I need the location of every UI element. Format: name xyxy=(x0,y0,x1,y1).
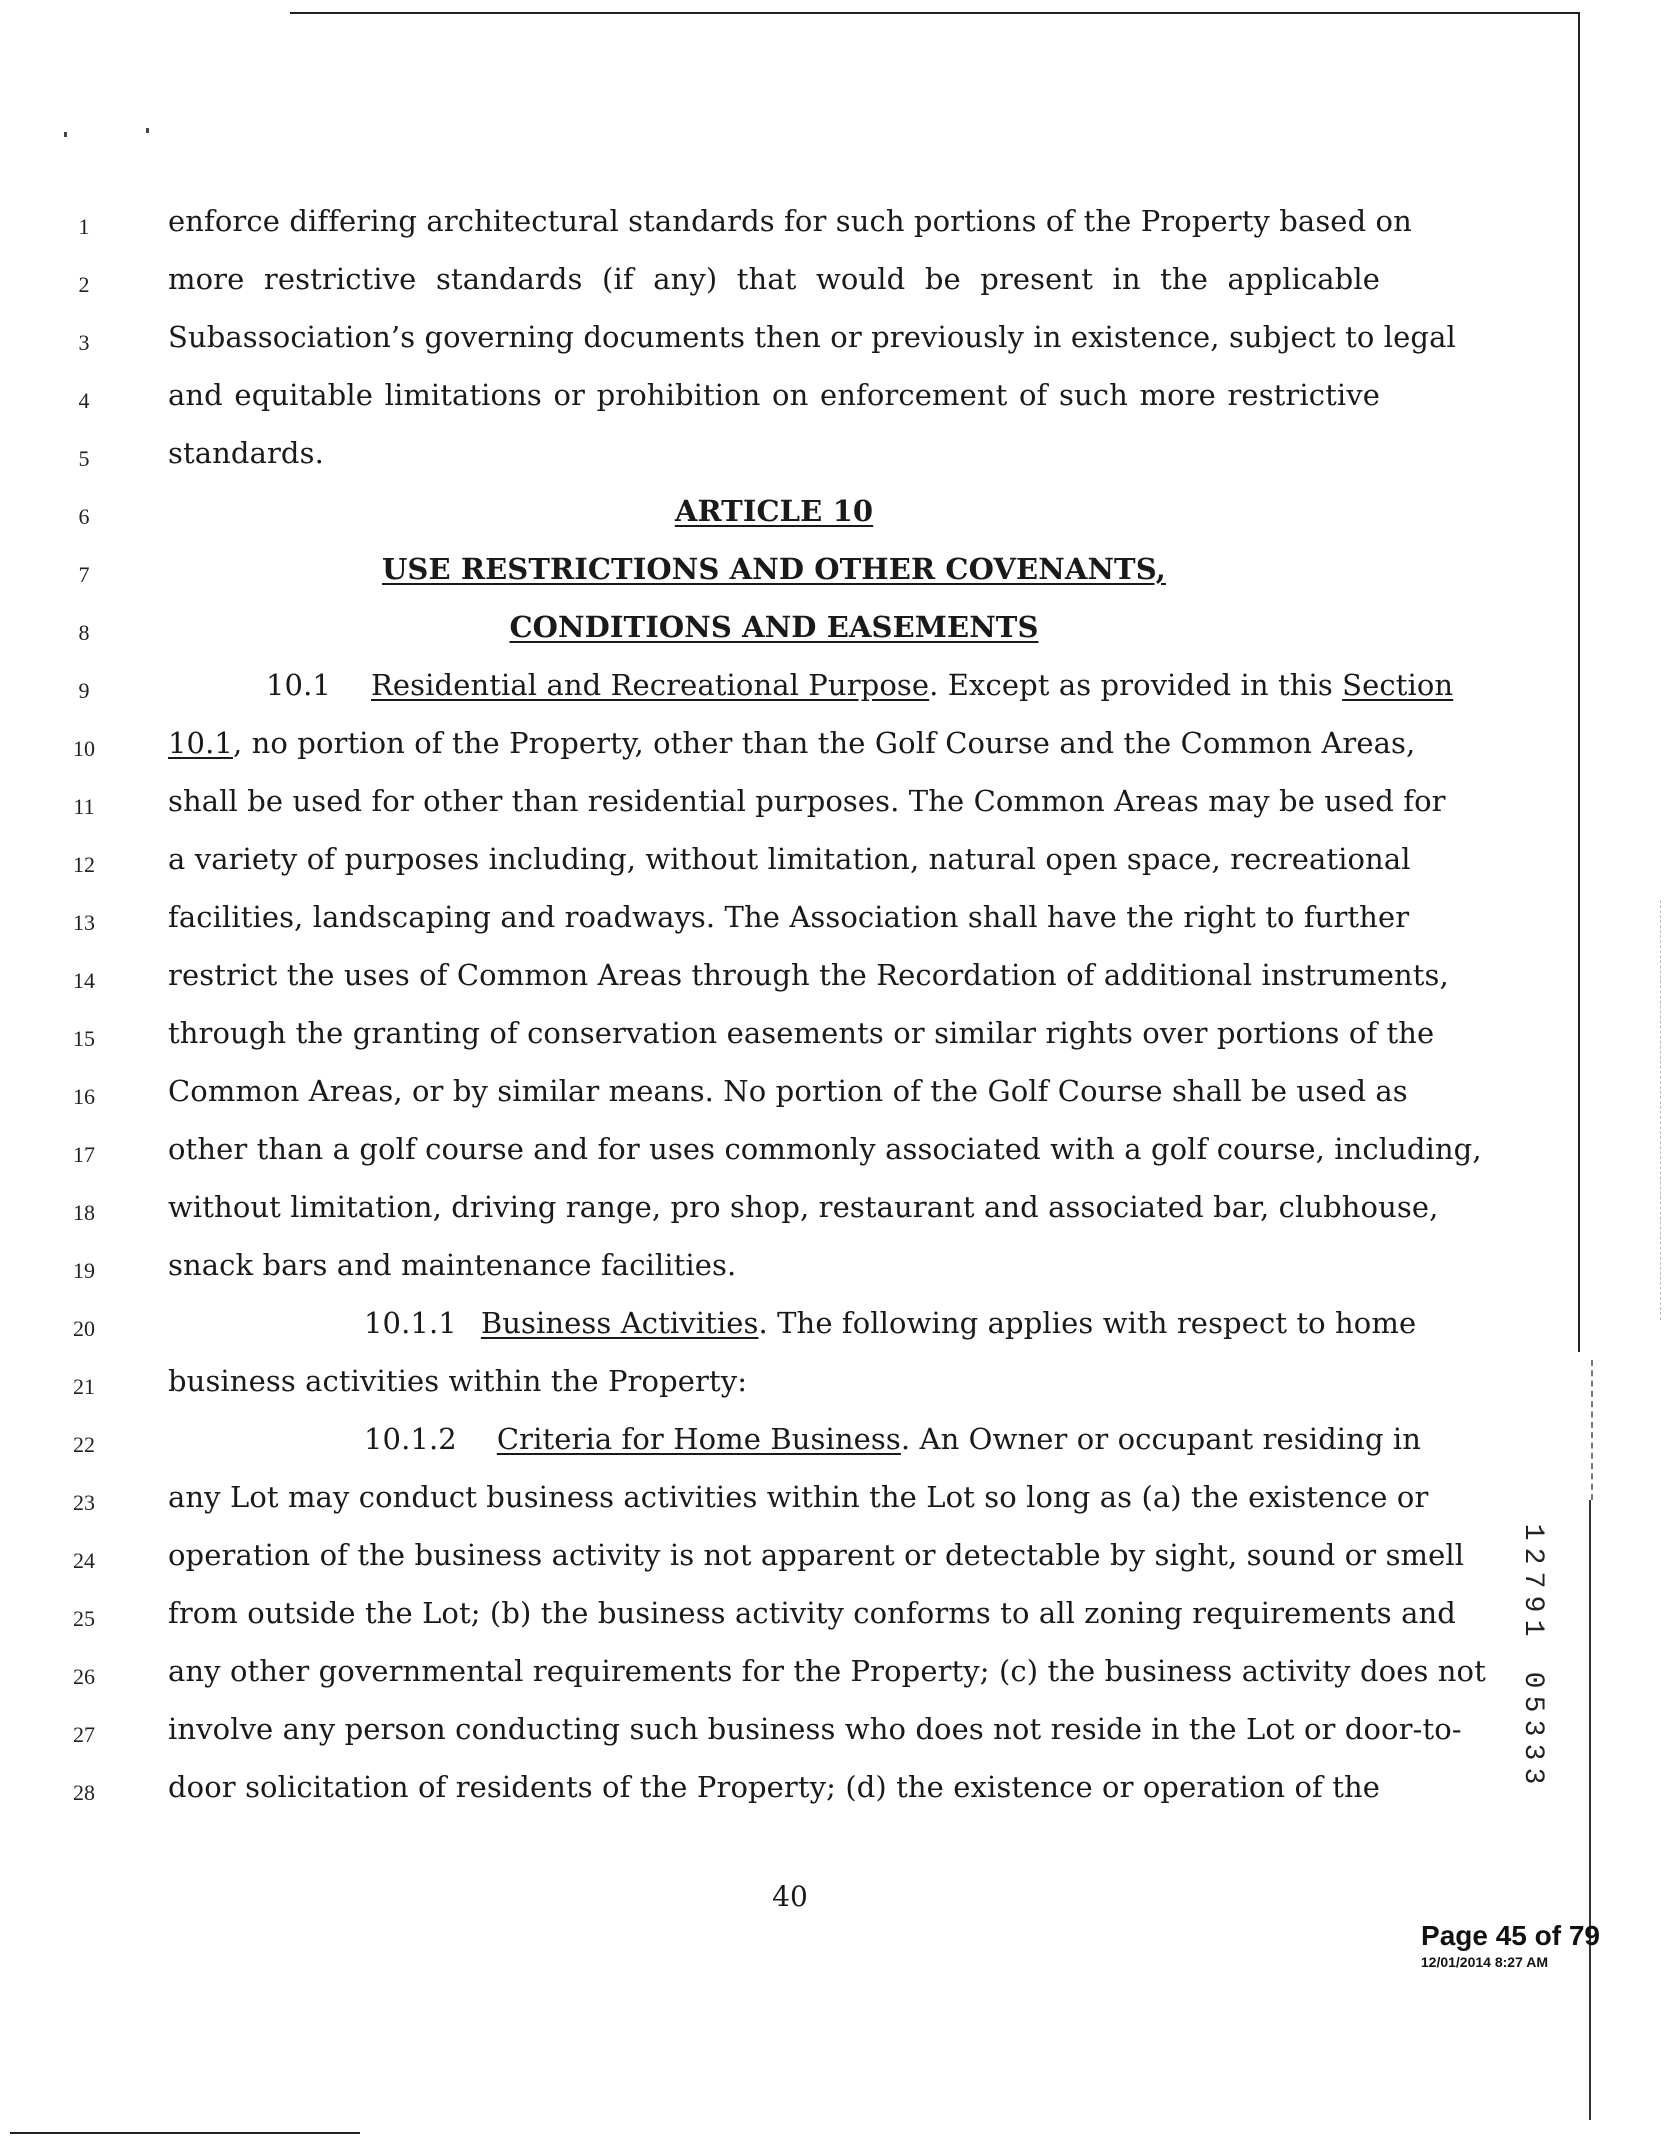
document-line xyxy=(0,1244,1420,1302)
line-text: snack bars and maintenance facilities. xyxy=(168,1248,737,1282)
right-border-rule xyxy=(1578,12,1580,1352)
article-title-line xyxy=(0,548,1420,606)
line-number: 9 xyxy=(78,678,90,703)
side-code-digit: 3 xyxy=(1517,1719,1548,1737)
stamp-page-count: Page 45 of 79 xyxy=(1421,1920,1600,1951)
document-line xyxy=(0,316,1456,374)
line-text: door solicitation of residents of the Property; (d) the existence or operation of the xyxy=(168,1770,1380,1804)
line-text: without limitation, driving range, pro shop, restaurant and associated bar, clubhouse, xyxy=(168,1190,1439,1224)
section-reference: Section xyxy=(1342,668,1454,702)
side-code-digit: 3 xyxy=(1517,1767,1548,1785)
line-number: 26 xyxy=(73,1664,95,1689)
line-number: 19 xyxy=(73,1258,95,1283)
line-number: 10 xyxy=(73,736,95,761)
article-title: CONDITIONS AND EASEMENTS xyxy=(509,610,1039,644)
document-line xyxy=(0,722,1420,780)
side-code-bottom xyxy=(1512,1668,1552,1788)
line-number: 2 xyxy=(78,272,90,297)
document-line xyxy=(0,374,1420,432)
line-number: 13 xyxy=(73,910,95,935)
line-text: shall be used for other than residential purposes. The Common Areas may be used for xyxy=(168,784,1446,818)
scan-speck xyxy=(64,132,67,137)
line-number: 27 xyxy=(73,1722,95,1747)
side-code-digit: 1 xyxy=(1517,1523,1548,1541)
line-text: a variety of purposes including, without limitation, natural open space, recreational xyxy=(168,842,1411,876)
subsection-heading: Business Activities xyxy=(480,1306,759,1340)
side-code-digit: 0 xyxy=(1517,1671,1548,1689)
line-number: 28 xyxy=(73,1780,95,1805)
subsection-heading-line xyxy=(0,1418,1420,1476)
line-number: 6 xyxy=(78,504,90,529)
line-number: 20 xyxy=(73,1316,95,1341)
article-heading-line xyxy=(0,490,1420,548)
side-reference-code xyxy=(1512,1520,1552,1788)
page-number: 40 xyxy=(772,1880,808,1913)
document-line xyxy=(0,1708,1462,1766)
line-text: any other governmental requirements for the Property; (c) the business activity does not xyxy=(168,1654,1486,1688)
document-line xyxy=(0,1360,1420,1418)
document-line xyxy=(0,258,1420,316)
section-number: 10.1 xyxy=(266,668,331,702)
line-text: through the granting of conservation easements or similar rights over portions of the xyxy=(168,1016,1435,1050)
subsection-heading-line xyxy=(0,1302,1420,1360)
scan-speck xyxy=(146,128,149,133)
line-number: 22 xyxy=(73,1432,95,1457)
line-text: . The following applies with respect to home xyxy=(758,1306,1417,1340)
line-text: , no portion of the Property, other than the Golf Course and the Common Areas, xyxy=(232,726,1416,760)
document-line xyxy=(0,780,1446,838)
line-text: involve any person conducting such business who does not reside in the Lot or door-to- xyxy=(168,1712,1462,1746)
line-text: enforce differing architectural standards for such portions of the Property based on xyxy=(168,204,1412,238)
line-text: restrict the uses of Common Areas through the Recordation of additional instruments, xyxy=(168,958,1449,992)
line-text: any Lot may conduct business activities within the Lot so long as (a) the existence or xyxy=(168,1480,1429,1514)
document-line xyxy=(0,1128,1482,1186)
document-line xyxy=(0,954,1449,1012)
section-reference: 10.1 xyxy=(168,726,233,760)
section-heading-line xyxy=(0,664,1454,722)
subsection-heading: Criteria for Home Business xyxy=(496,1422,901,1456)
line-text: business activities within the Property: xyxy=(168,1364,748,1398)
document-line xyxy=(0,1012,1435,1070)
document-line xyxy=(0,1766,1420,1824)
line-number: 1 xyxy=(78,214,90,239)
section-heading: Residential and Recreational Purpose xyxy=(370,668,930,702)
line-number: 23 xyxy=(73,1490,95,1515)
line-number: 12 xyxy=(73,852,95,877)
document-line xyxy=(0,1476,1429,1534)
line-number: 5 xyxy=(78,446,90,471)
line-number: 4 xyxy=(78,388,90,413)
line-text: other than a golf course and for uses commonly associated with a golf course, including, xyxy=(168,1132,1482,1166)
line-text: Common Areas, or by similar means. No portion of the Golf Course shall be used as xyxy=(168,1074,1408,1108)
line-number: 16 xyxy=(73,1084,95,1109)
top-border-rule xyxy=(290,12,1580,14)
subsection-number: 10.1.2 xyxy=(364,1422,457,1456)
scan-edge-artifact xyxy=(1660,900,1661,1320)
line-text: Subassociation’s governing documents then or previously in existence, subject to legal xyxy=(168,320,1456,354)
line-number: 21 xyxy=(73,1374,95,1399)
side-code-top xyxy=(1512,1520,1552,1640)
article-title: USE RESTRICTIONS AND OTHER COVENANTS, xyxy=(382,552,1166,586)
document-line xyxy=(0,200,1420,258)
document-line xyxy=(0,1650,1486,1708)
line-text: standards. xyxy=(168,436,324,470)
line-number: 8 xyxy=(78,620,90,645)
line-text: operation of the business activity is not apparent or detectable by sight, sound or smell xyxy=(168,1538,1465,1572)
right-border-dashed xyxy=(1591,1360,1593,1500)
document-line xyxy=(0,1592,1456,1650)
line-number: 11 xyxy=(73,794,95,819)
side-code-digit: 7 xyxy=(1517,1571,1548,1589)
side-code-digit: 3 xyxy=(1517,1743,1548,1761)
bottom-border-rule xyxy=(10,2132,360,2134)
line-text: from outside the Lot; (b) the business activity conforms to all zoning requirements and xyxy=(168,1596,1456,1630)
line-text: and equitable limitations or prohibition on enforcement of such more restrictive xyxy=(168,378,1380,412)
document-line xyxy=(0,896,1420,954)
document-line xyxy=(0,838,1420,896)
stamp-datetime: 12/01/2014 8:27 AM xyxy=(1420,1954,1548,1970)
side-code-digit: 1 xyxy=(1517,1619,1548,1637)
article-title-line xyxy=(0,606,1420,664)
line-text: . An Owner or occupant residing in xyxy=(900,1422,1422,1456)
document-line xyxy=(0,1070,1420,1128)
document-line xyxy=(0,1534,1465,1592)
subsection-number: 10.1.1 xyxy=(364,1306,457,1340)
line-text: facilities, landscaping and roadways. The Association shall have the right to further xyxy=(168,900,1410,934)
side-code-digit: 2 xyxy=(1517,1547,1548,1565)
line-number: 14 xyxy=(73,968,95,993)
right-border-lower xyxy=(1589,1500,1591,2120)
line-number: 25 xyxy=(73,1606,95,1631)
article-heading: ARTICLE 10 xyxy=(674,494,874,528)
document-line xyxy=(0,432,1420,490)
line-number: 3 xyxy=(78,330,90,355)
line-number: 7 xyxy=(78,562,90,587)
line-number: 24 xyxy=(73,1548,95,1573)
side-code-digit: 5 xyxy=(1517,1695,1548,1713)
line-text: more restrictive standards (if any) that would be present in the applicable xyxy=(168,262,1380,296)
line-number: 17 xyxy=(73,1142,95,1167)
line-number: 18 xyxy=(73,1200,95,1225)
side-code-digit: 9 xyxy=(1517,1595,1548,1613)
line-text: . Except as provided in this xyxy=(929,668,1343,702)
recording-stamp xyxy=(1380,1920,1600,1970)
line-number: 15 xyxy=(73,1026,95,1051)
document-line xyxy=(0,1186,1439,1244)
